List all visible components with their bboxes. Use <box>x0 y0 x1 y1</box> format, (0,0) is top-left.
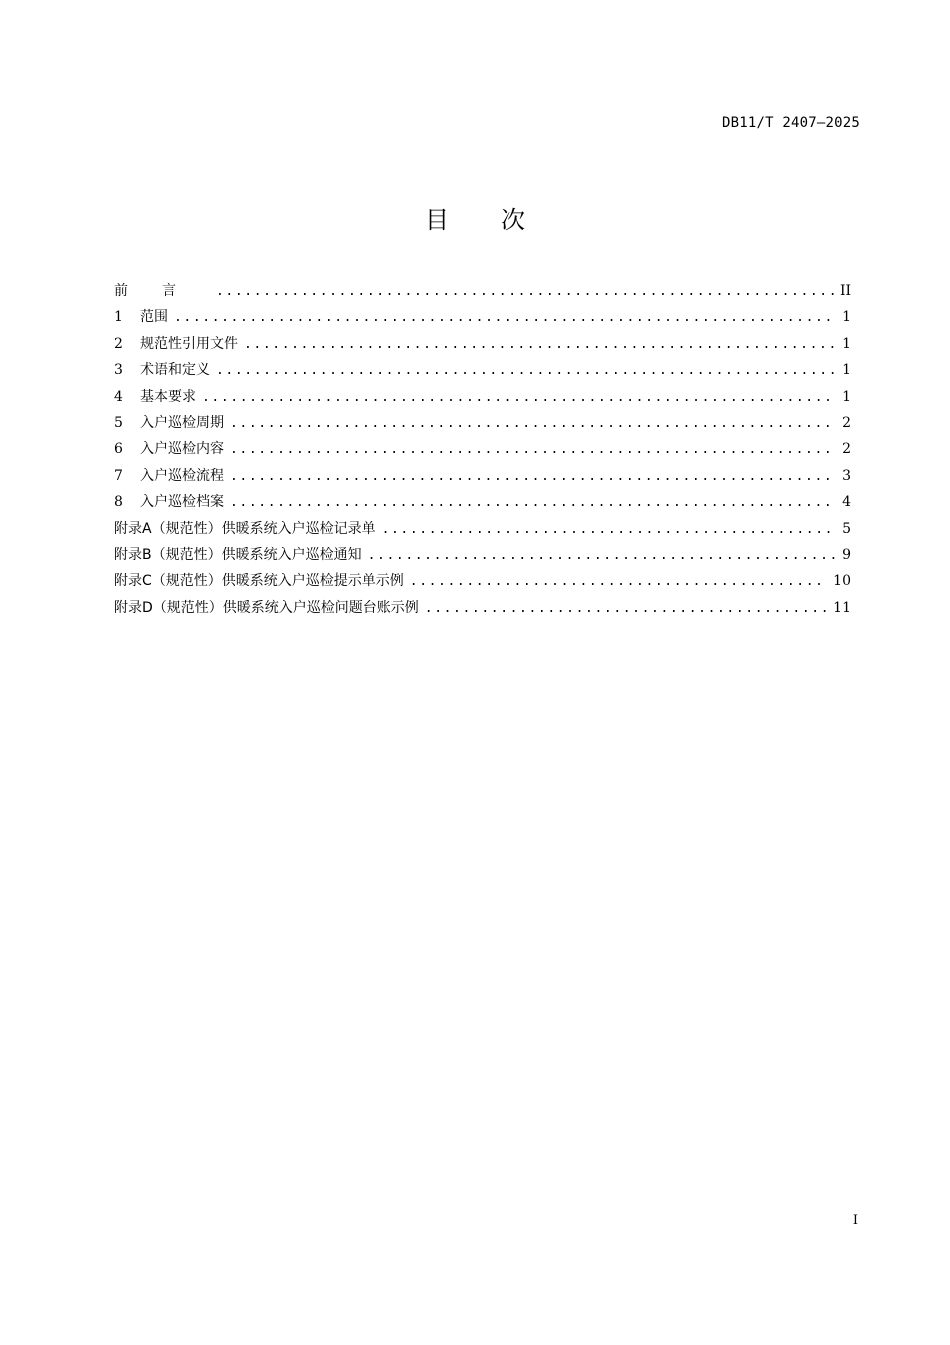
toc-entry-1[interactable] <box>114 306 851 332</box>
toc-leader-dots <box>382 522 835 537</box>
toc-entry-label: 基本要求 <box>140 388 196 405</box>
toc-entry-label: 入户巡检流程 <box>140 467 224 484</box>
toc-leader-dots <box>202 390 835 405</box>
toc-leader-dots <box>230 495 835 510</box>
toc-leader-dots <box>216 284 834 299</box>
toc-entry-page: 9 <box>842 546 851 563</box>
document-code: DB11/T 2407—2025 <box>721 115 860 131</box>
toc-entry-4[interactable] <box>114 386 851 412</box>
toc-entry-page: 10 <box>833 573 851 590</box>
toc-leader-dots <box>425 601 827 616</box>
toc-entry-2[interactable] <box>114 333 851 359</box>
toc-entry-appendix-c[interactable] <box>114 570 851 596</box>
page-title: 目次 <box>425 206 577 234</box>
toc-entry-number: 7 <box>114 467 123 484</box>
toc-entry-appendix-d[interactable] <box>114 597 851 623</box>
toc-entry-7[interactable] <box>114 465 851 491</box>
toc-entry-label: 术语和定义 <box>140 362 210 379</box>
toc-entry-page: 4 <box>842 494 851 511</box>
toc-entry-page: 2 <box>842 441 851 458</box>
toc-entry-label: 附录B（规范性）供暖系统入户巡检通知 <box>114 546 362 563</box>
toc-leader-dots <box>230 442 835 457</box>
toc-entry-page: 1 <box>842 309 851 326</box>
toc-entry-page: 2 <box>842 414 851 431</box>
toc-entry-label: 附录A（规范性）供暖系统入户巡检记录单 <box>114 520 376 537</box>
toc-entry-page: 1 <box>842 388 851 405</box>
toc-entry-label: 前言 <box>114 283 210 299</box>
toc-entry-page: 11 <box>833 599 851 616</box>
toc-entry-6[interactable] <box>114 438 851 464</box>
toc-leader-dots <box>410 574 827 589</box>
toc-entry-number: 2 <box>114 335 123 352</box>
toc-entry-preface[interactable] <box>114 280 851 306</box>
toc-leader-dots <box>244 337 835 352</box>
toc-entry-label: 附录D（规范性）供暖系统入户巡检问题台账示例 <box>114 599 419 616</box>
toc-entry-label: 入户巡检内容 <box>140 441 224 458</box>
toc-leader-dots <box>230 416 835 431</box>
toc-entry-3[interactable] <box>114 359 851 385</box>
toc-entry-label: 入户巡检档案 <box>140 494 224 511</box>
toc-entry-page: 3 <box>842 467 851 484</box>
toc-leader-dots <box>174 310 835 325</box>
toc-leader-dots <box>368 548 835 563</box>
toc-entry-number: 6 <box>114 441 123 458</box>
table-of-contents <box>114 280 851 623</box>
toc-entry-number: 4 <box>114 388 123 405</box>
toc-entry-appendix-a[interactable] <box>114 518 851 544</box>
toc-entry-label: 附录C（规范性）供暖系统入户巡检提示单示例 <box>114 573 404 590</box>
toc-entry-5[interactable] <box>114 412 851 438</box>
toc-entry-label: 入户巡检周期 <box>140 414 224 431</box>
toc-entry-page: II <box>839 283 851 299</box>
toc-entry-page: 1 <box>842 335 851 352</box>
toc-entry-appendix-b[interactable] <box>114 544 851 570</box>
toc-entry-number: 8 <box>114 494 123 511</box>
toc-entry-8[interactable] <box>114 491 851 517</box>
toc-entry-number: 5 <box>114 414 123 431</box>
page-number: I <box>852 1213 858 1228</box>
toc-entry-number: 3 <box>114 362 123 379</box>
toc-entry-page: 5 <box>842 520 851 537</box>
toc-leader-dots <box>230 469 835 484</box>
toc-entry-label: 规范性引用文件 <box>140 335 238 352</box>
toc-leader-dots <box>216 363 835 378</box>
toc-entry-page: 1 <box>842 362 851 379</box>
toc-entry-number: 1 <box>114 309 123 326</box>
toc-entry-label: 范围 <box>140 309 168 326</box>
